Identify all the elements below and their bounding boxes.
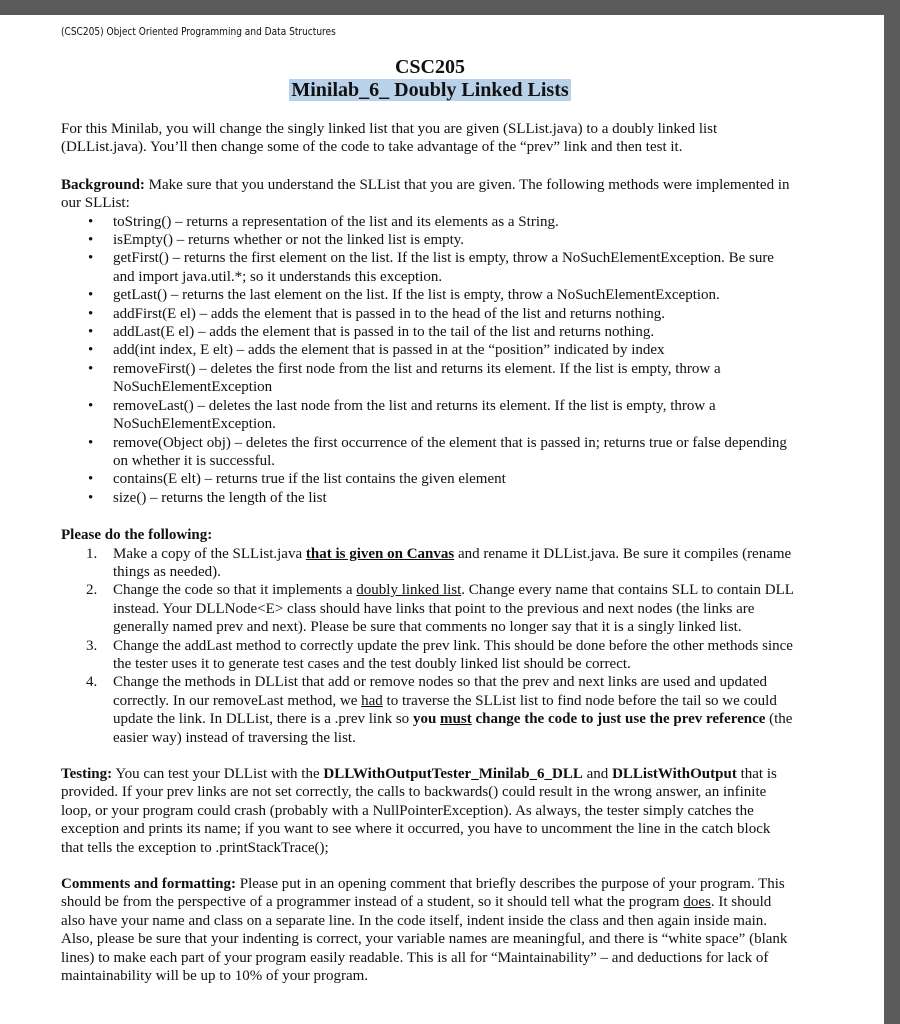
testing-label: Testing: (61, 766, 113, 782)
steps-heading (61, 526, 796, 544)
list-item: • contains(E elt) – returns true if the list contains the given element (61, 470, 796, 488)
testing-text: that is provided. If your prev links are not set correctly, the calls to backwards() could result in the wrong answer, an infinite loop, or your program could crash (probably with a NullPointerException). As always, the tester simply catches the exception and prints its name; if you want to see where it occurred, you have to uncomment the line in the catch block that tells the exception to .printStackTrace(); (61, 766, 777, 856)
background-label: Background: (61, 176, 145, 193)
comments-label: Comments and formatting: (61, 876, 236, 893)
tester-name: DLLWithOutputTester_Minilab_6_DLL (323, 766, 583, 782)
doubly-linked-emphasis: doubly linked list (356, 582, 462, 599)
background-paragraph (61, 176, 796, 213)
lab-title (0, 79, 860, 102)
background-text: Make sure that you understand the SLList that you are given. The following methods were implemented in our SLList: (61, 176, 790, 212)
output-name: DLListWithOutput (612, 766, 737, 782)
step-item (61, 581, 796, 636)
step-bold: change the code to just use the prev reference (471, 711, 766, 728)
document-body (61, 120, 796, 985)
step-text: to traverse the SLList list to find node before the tail so we could update the link. In DLList, there is a .prev link so (113, 692, 777, 728)
step-number: 4. (86, 674, 98, 691)
list-item: • toString() – returns a representation of the list and its elements as a String. (61, 213, 796, 231)
list-item: • remove(Object obj) – deletes the first occurrence of the element that is passed in; returns true or false depending on whether it is successful. (61, 434, 796, 471)
document-page (0, 15, 884, 1024)
steps-heading-text: Please do the following: (61, 527, 213, 544)
list-item: • add(int index, E elt) – adds the element that is passed in at the “position” indicated by index (61, 341, 796, 359)
step-bold: you (412, 711, 441, 728)
step-text: Change the methods in DLList that add or remove nodes so that the prev and next links are used and updated correctly. In our removeLast method, we (113, 674, 768, 709)
step-text: and rename it DLList.java. Be sure it compiles (rename things as needed). (113, 545, 792, 580)
list-item: • getLast() – returns the last element on the list. If the list is empty, throw a NoSuchElementException. (61, 286, 796, 304)
step-item (61, 545, 796, 582)
list-item: • isEmpty() – returns whether or not the linked list is empty. (61, 231, 796, 249)
list-item: • removeLast() – deletes the last node from the list and returns its element. If the list is empty, throw a NoSuchElementException. (61, 397, 796, 434)
steps-list (61, 545, 796, 747)
method-list (61, 213, 796, 508)
list-item: • size() – returns the length of the list (61, 489, 796, 507)
step-text: Change the addLast method to correctly update the prev link. This should be done before the other methods since the tester uses it to generate test cases and the test doubly linked list should be correct. (113, 637, 793, 672)
does-emphasis: does (683, 894, 711, 911)
testing-paragraph (61, 765, 796, 857)
comments-paragraph (61, 875, 796, 985)
canvas-emphasis: that is given on Canvas (305, 545, 455, 562)
step-text: (the easier way) instead of traversing the list. (113, 711, 793, 746)
intro-paragraph: For this Minilab, you will change the singly linked list that you are given (SLList.java) to a doubly linked list (DLList.java). You’ll then change some of the code to take advantage of the “prev” link and then test it. (61, 121, 718, 156)
step-number: 1. (86, 545, 98, 562)
step-text: Change the code so that it implements a (113, 582, 357, 599)
step-number: 2. (86, 582, 98, 599)
lab-title-text: Minilab_6_ Doubly Linked Lists (291, 79, 569, 101)
step-item (61, 673, 796, 747)
testing-text: and (582, 766, 613, 782)
course-header: (CSC205) Object Oriented Programming and Data Structures (61, 26, 336, 38)
had-emphasis: had (361, 692, 383, 709)
list-item: • getFirst() – returns the first element on the list. If the list is empty, throw a NoSuchElementException. Be sure and import java.util.*; so it understands this exception. (61, 249, 796, 286)
comments-text: Please put in an opening comment that briefly describes the purpose of your program. This should be from the perspective of a programmer instead of a student, so it should tell what the program (61, 876, 785, 911)
course-title: CSC205 (394, 56, 465, 78)
step-number: 3. (86, 637, 98, 654)
list-item: • addFirst(E el) – adds the element that is passed in to the head of the list and returns nothing. (61, 305, 796, 323)
list-item: • addLast(E el) – adds the element that is passed in to the tail of the list and returns nothing. (61, 323, 796, 341)
must-emphasis: must (440, 711, 472, 728)
step-text: . Change every name that contains SLL to contain DLL instead. Your DLLNode<E> class should have links that point to the previous and next nodes (the links are generally named prev and next). Please be sure that comments no longer say that it is a singly linked list. (113, 582, 794, 636)
comments-text: . It should also have your name and class on a separate line. In the code itself, indent inside the class and then again inside main. Also, please be sure that your indenting is correct, your variable names are meaningful, and there is “white space” (blank lines) to make each part of your program easily readable. This is all for “Maintainability” – and deductions for lack of maintainability will be up to 10% of your program. (61, 894, 788, 985)
list-item: • removeFirst() – deletes the first node from the list and returns its element. If the list is empty, throw a NoSuchElementException (61, 360, 796, 397)
step-text: Make a copy of the SLList.java (113, 545, 306, 562)
step-item (61, 637, 796, 674)
testing-text: You can test your DLList with the (112, 766, 324, 782)
